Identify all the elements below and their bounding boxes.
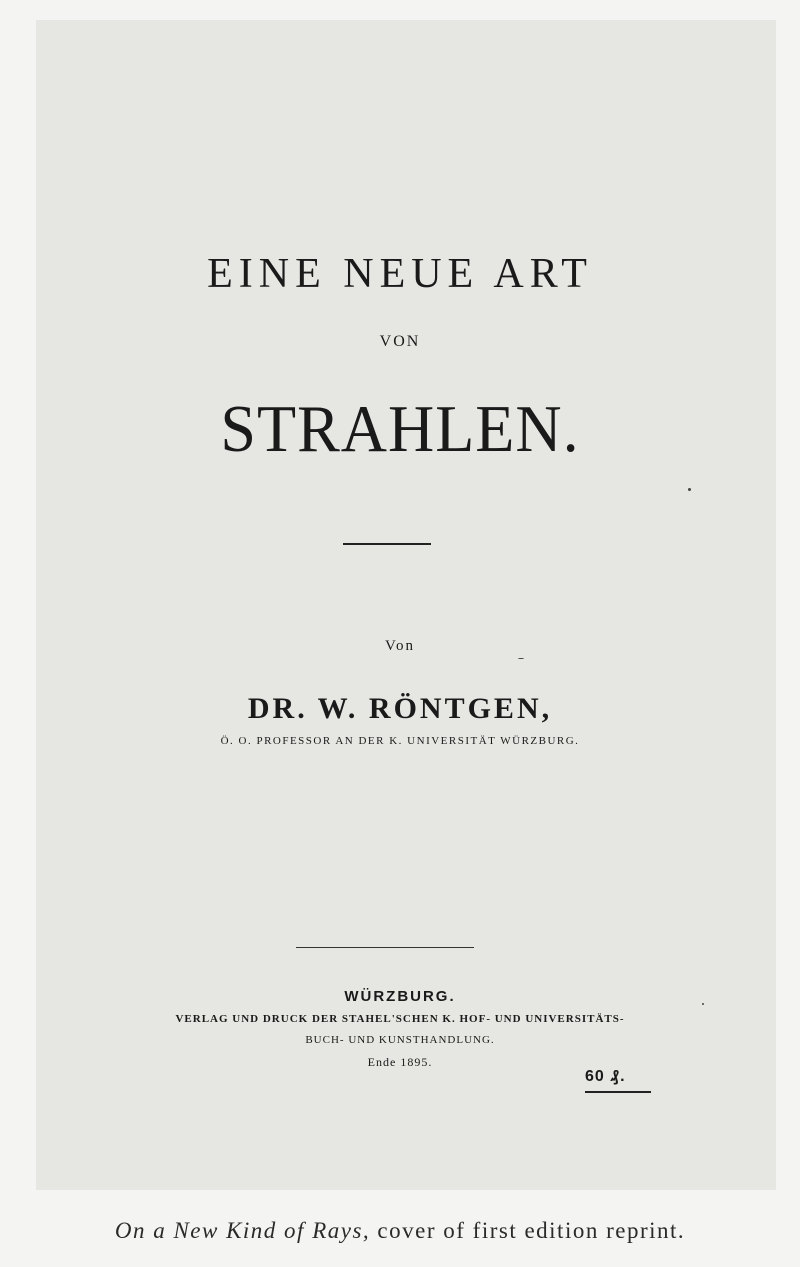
print-speck [518, 658, 524, 659]
title-line-2: STRAHLEN. [220, 391, 580, 466]
print-speck [702, 1003, 704, 1005]
price-underline [585, 1091, 651, 1093]
price-mark: 60 ₰. [585, 1068, 626, 1085]
title-connector: VON [379, 333, 421, 350]
by-label: Von [385, 638, 415, 654]
imprint-divider [296, 947, 474, 948]
author-name: DR. W. RÖNTGEN, [247, 692, 553, 725]
print-speck [688, 488, 691, 491]
caption-title: On a New Kind of Rays, [114, 1218, 371, 1243]
title-line-1: EINE NEUE ART [207, 251, 593, 297]
author-affiliation: Ö. O. PROFESSOR AN DER K. UNIVERSITÄT WÜRZBURG. [220, 735, 580, 747]
figure-caption [0, 1218, 800, 1244]
publication-year: Ende 1895. [367, 1055, 433, 1069]
caption-description: cover of first edition reprint. [370, 1218, 686, 1243]
title-divider [343, 543, 431, 545]
publication-place: WÜRZBURG. [344, 988, 456, 1005]
publisher-line-2: BUCH- UND KUNSTHANDLUNG. [305, 1034, 495, 1046]
publisher-line-1: VERLAG UND DRUCK DER STAHEL'SCHEN K. HOF- UND UNIVERSITÄTS- [175, 1013, 625, 1025]
